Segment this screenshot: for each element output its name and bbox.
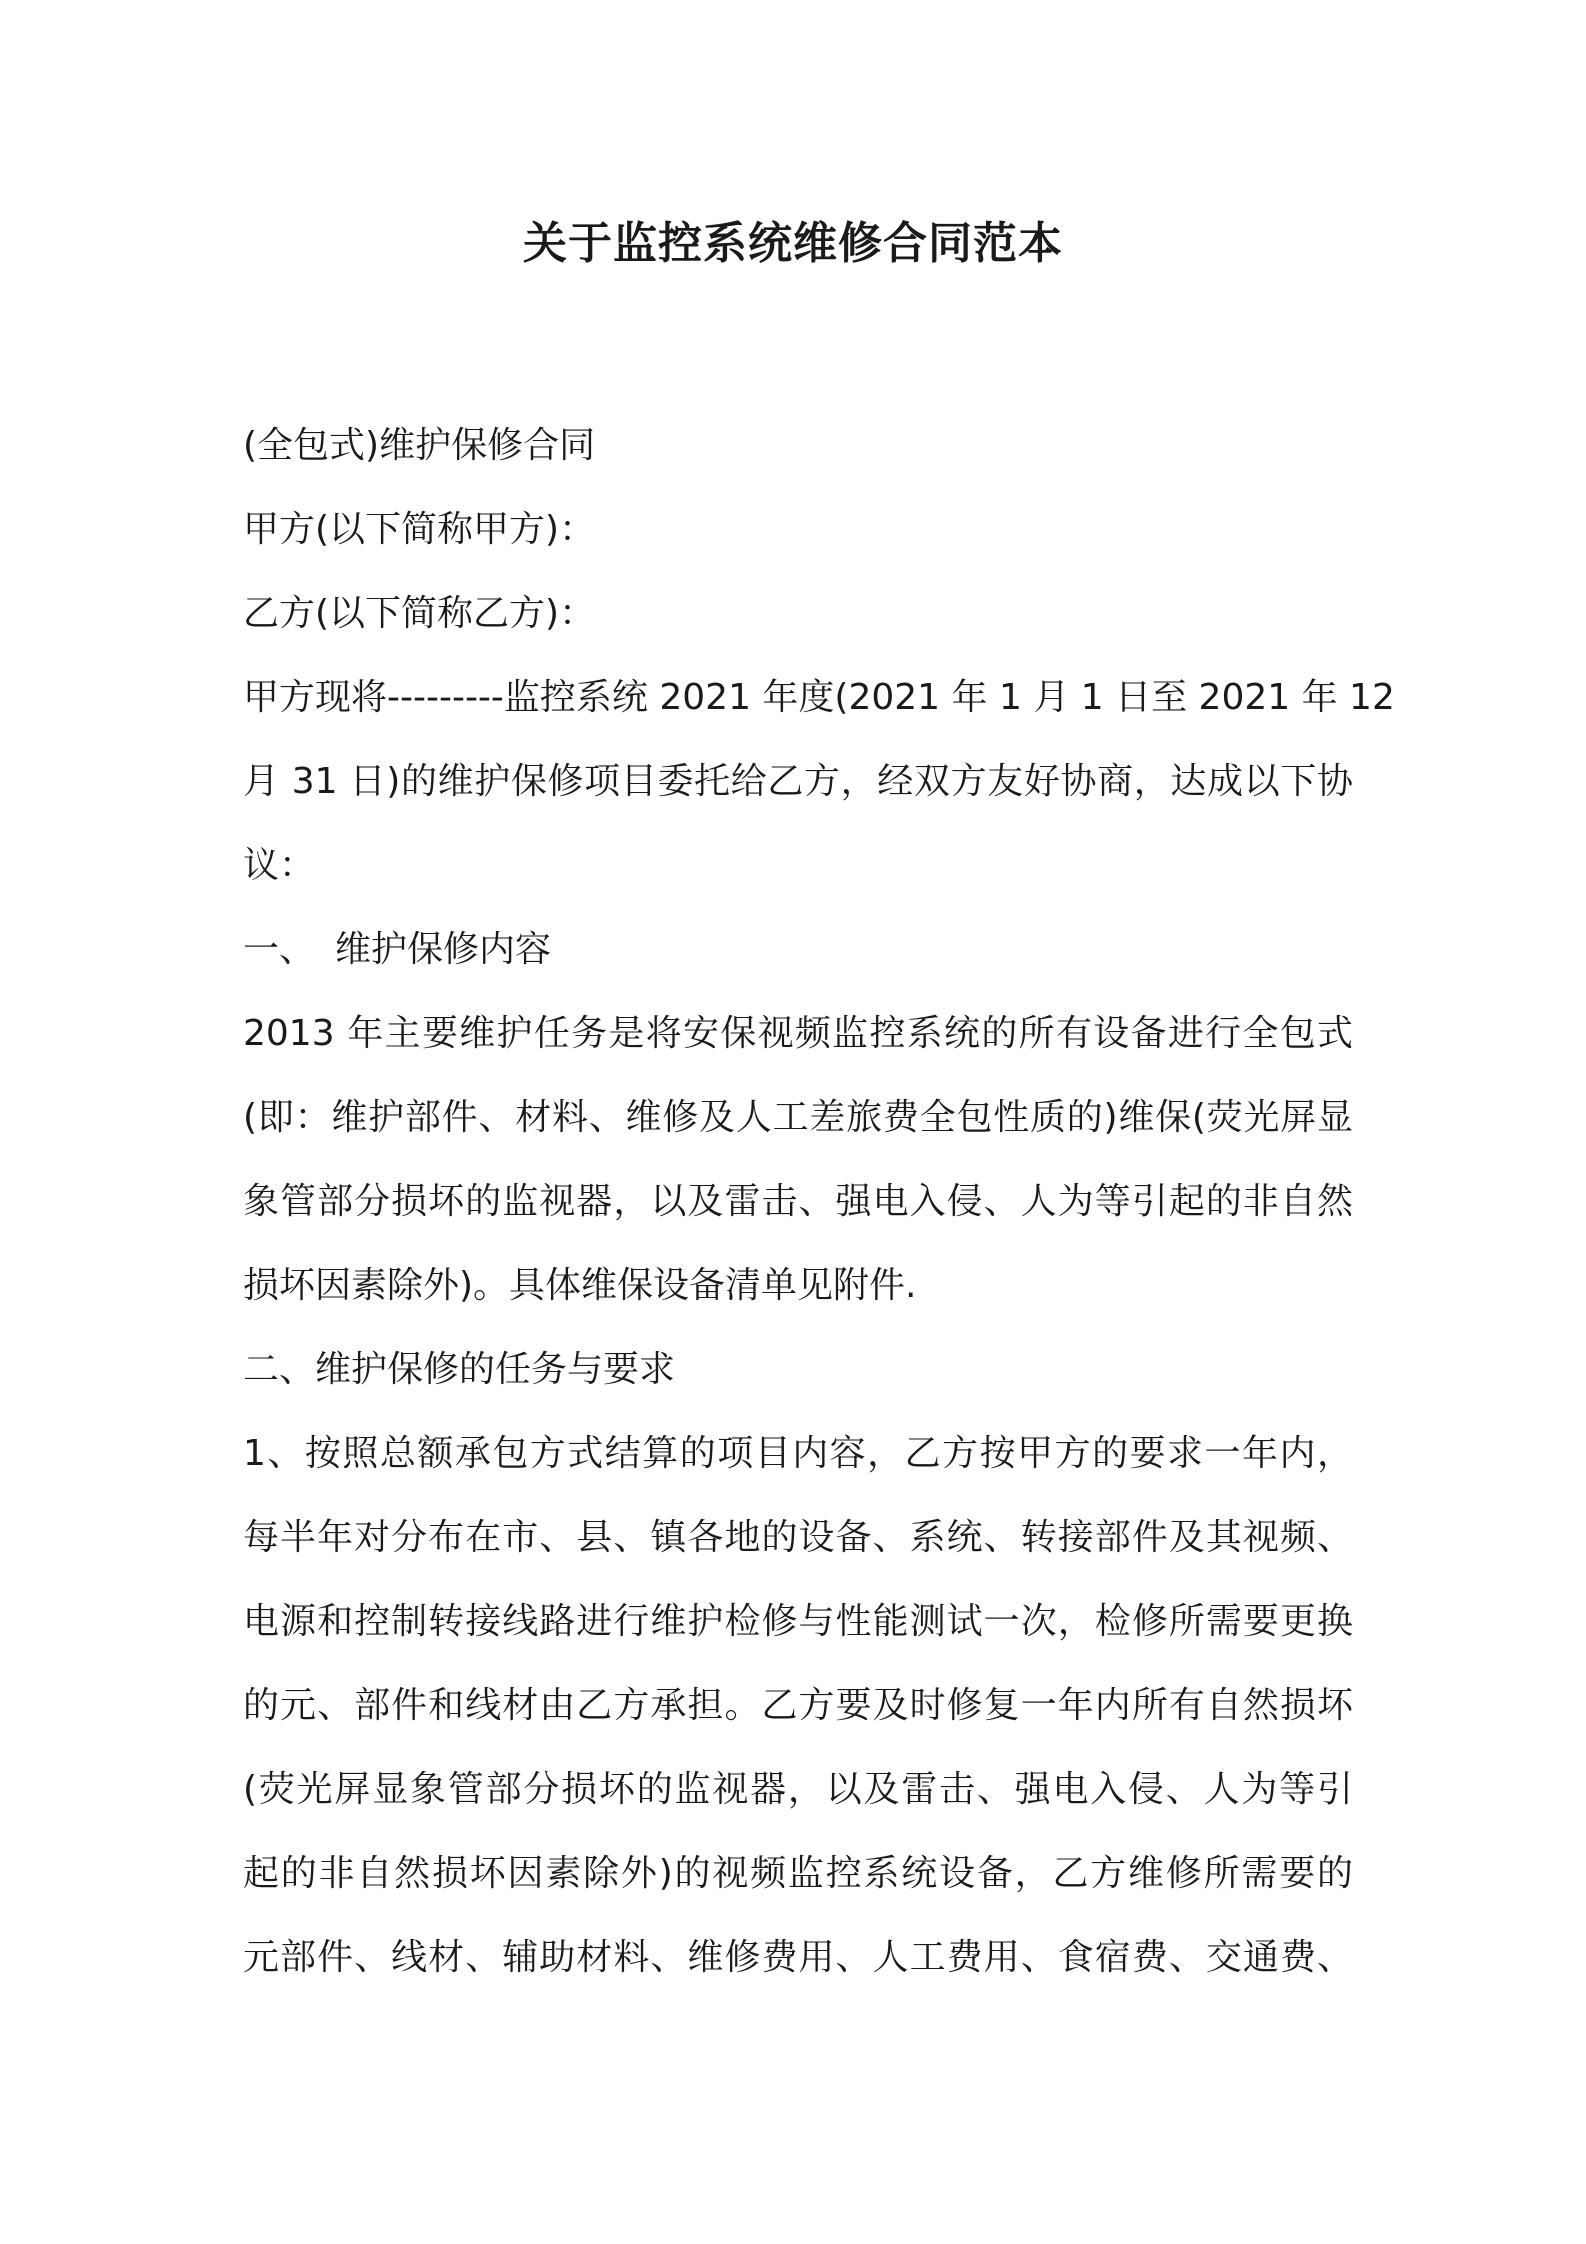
document-title: 关于监控系统维修合同范本 xyxy=(523,218,1063,269)
party-b-line: 乙方(以下简称乙方)： xyxy=(243,593,596,634)
contract-name-line: (全包式)维护保修合同 xyxy=(243,425,596,466)
section-number: 一、 xyxy=(243,929,316,970)
section-title: 维护保修内容 xyxy=(335,929,552,970)
paragraph-line: (荧光屏显象管部分损坏的监视器，以及雷击、强电入侵、人为等引 xyxy=(243,1769,1353,1810)
paragraph-line: 损坏因素除外)。具体维保设备清单见附件. xyxy=(243,1265,917,1306)
paragraph-line: 2013 年主要维护任务是将安保视频监控系统的所有设备进行全包式 xyxy=(243,1013,1353,1054)
paragraph-line: 电源和控制转接线路进行维护检修与性能测试一次，检修所需要更换 xyxy=(243,1601,1353,1642)
paragraph-line: 每半年对分布在市、县、镇各地的设备、系统、转接部件及其视频、 xyxy=(243,1517,1353,1558)
section-heading-2: 二、维护保修的任务与要求 xyxy=(243,1349,676,1390)
paragraph-line: 甲方现将---------监控系统 2021 年度(2021 年 1 月 1 日至 2021 年 12 xyxy=(243,677,1395,718)
paragraph-line: (即：维护部件、材料、维修及人工差旅费全包性质的)维保(荧光屏显 xyxy=(243,1097,1353,1138)
paragraph-line: 议： xyxy=(243,845,316,886)
paragraph-line: 1、按照总额承包方式结算的项目内容，乙方按甲方的要求一年内， xyxy=(243,1433,1353,1474)
paragraph-line: 月 31 日)的维护保修项目委托给乙方，经双方友好协商，达成以下协 xyxy=(243,761,1353,802)
paragraph-line: 元部件、线材、辅助材料、维修费用、人工费用、食宿费、交通费、 xyxy=(243,1937,1353,1978)
section-heading-1 xyxy=(243,908,1353,992)
paragraph-line: 象管部分损坏的监视器，以及雷击、强电入侵、人为等引起的非自然 xyxy=(243,1181,1353,1222)
party-a-line: 甲方(以下简称甲方)： xyxy=(243,509,596,550)
paragraph-line: 的元、部件和线材由乙方承担。乙方要及时修复一年内所有自然损坏 xyxy=(243,1685,1353,1726)
paragraph-line: 起的非自然损坏因素除外)的视频监控系统设备，乙方维修所需要的 xyxy=(243,1853,1353,1894)
document-body xyxy=(243,404,1395,2000)
